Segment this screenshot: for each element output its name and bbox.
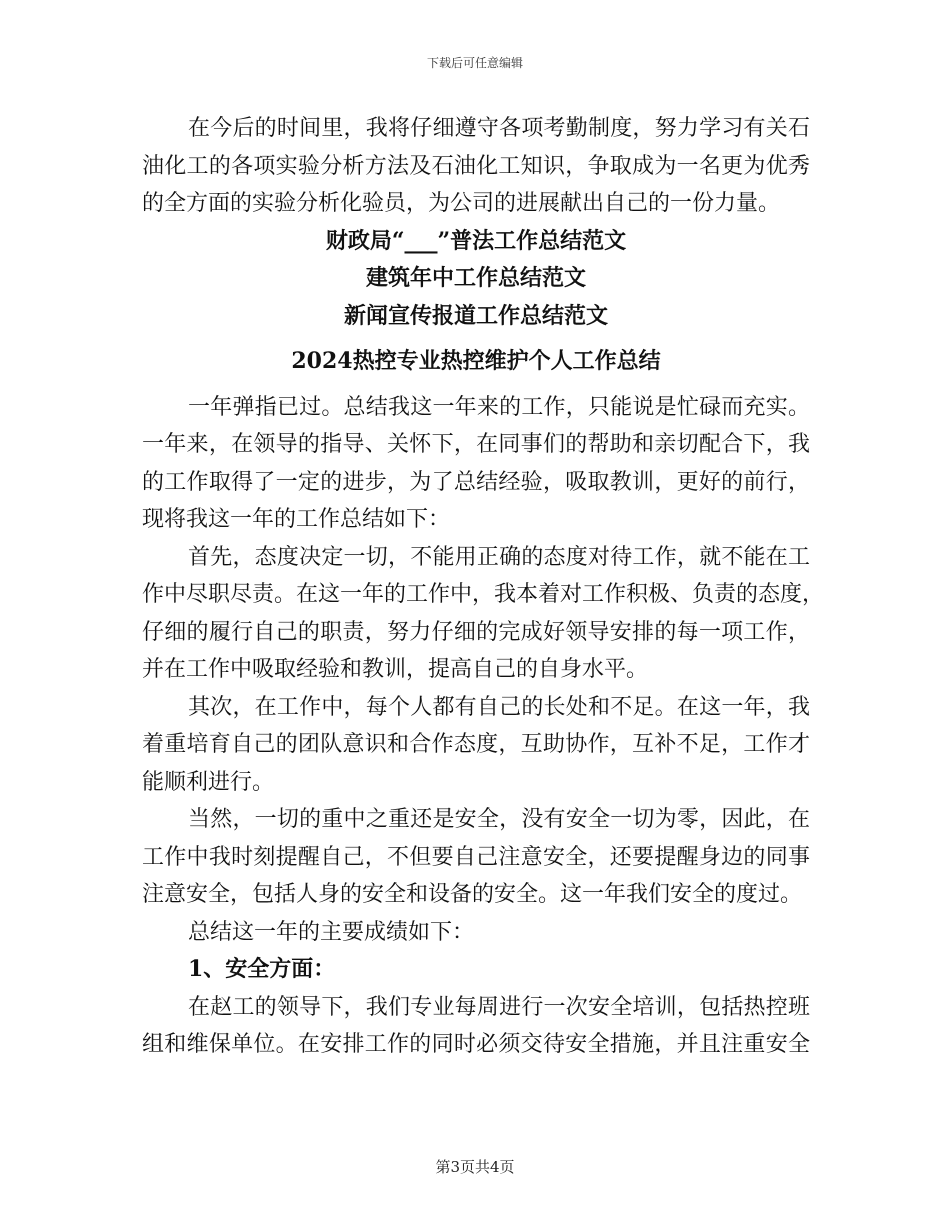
paragraph-intro	[142, 389, 810, 539]
page-number: 第3页共4页	[435, 1158, 515, 1176]
paragraph-line: 现将我这一年的工作总结如下：	[142, 507, 451, 532]
paragraph-line: 着重培育自己的团队意识和合作态度，互助协作，互补不足，工作才	[142, 732, 810, 757]
paragraph-line: 一年弹指已过。总结我这一年来的工作，只能说是忙碌而充实。	[188, 394, 810, 420]
related-article-link-2[interactable]: 建筑年中工作总结范文	[365, 265, 586, 291]
paragraph-line: 仔细的履行自己的职责，努力仔细的完成好领导安排的每一项工作，	[142, 619, 810, 645]
paragraph-line: 注意安全，包括人身的安全和设备的安全。这一年我们安全的度过。	[142, 882, 803, 907]
paragraph-line: 的全方面的实验分析化验员，为公司的进展献出自己的一份力量。	[142, 191, 781, 216]
related-article-link-1[interactable]: 财政局“___”普法工作总结范文	[325, 227, 627, 254]
paragraph-safety	[142, 801, 810, 914]
paragraph-summary-intro: 总结这一年的主要成绩如下：	[188, 919, 475, 945]
paragraph-safety-training	[142, 989, 810, 1064]
page-header-note: 下载后可任意编辑	[426, 56, 523, 70]
paragraph-closing	[142, 110, 810, 223]
paragraph-line: 当然，一切的重中之重还是安全，没有安全一切为零，因此，在	[188, 807, 810, 832]
paragraph-line: 的工作取得了一定的进步，为了总结经验，吸取教训，更好的前行，	[142, 469, 810, 495]
paragraph-line: 作中尽职尽责。在这一年的工作中，我本着对工作积极、负责的态度，	[142, 582, 825, 607]
article-title: 2024热控专业热控维护个人工作总结	[291, 348, 661, 374]
paragraph-line: 组和维保单位。在安排工作的同时必须交待安全措施，并且注重安全	[142, 1032, 810, 1057]
section-heading-safety: 1、安全方面：	[188, 956, 336, 982]
paragraph-line: 一年来，在领导的指导、关怀下，在同事们的帮助和亲切配合下，我	[142, 432, 810, 457]
paragraph-line: 并在工作中吸取经验和教训，提高自己的自身水平。	[142, 657, 649, 682]
paragraph-teamwork	[142, 689, 810, 802]
paragraph-line: 在赵工的领导下，我们专业每周进行一次安全培训，包括热控班	[188, 994, 810, 1020]
related-article-link-3[interactable]: 新闻宣传报道工作总结范文	[343, 302, 608, 329]
paragraph-line: 其次，在工作中，每个人都有自己的长处和不足。在这一年，我	[188, 694, 810, 720]
document-body	[142, 110, 825, 1064]
paragraph-attitude	[142, 539, 825, 689]
paragraph-line: 油化工的各项实验分析方法及石油化工知识，争取成为一名更为优秀	[142, 153, 810, 179]
paragraph-line: 首先，态度决定一切，不能用正确的态度对待工作，就不能在工	[188, 544, 810, 570]
paragraph-line: 工作中我时刻提醒自己，不但要自己注意安全，还要提醒身边的同事	[142, 844, 810, 870]
paragraph-line: 在今后的时间里，我将仔细遵守各项考勤制度，努力学习有关石	[188, 116, 810, 141]
paragraph-line: 能顺利进行。	[142, 769, 275, 795]
